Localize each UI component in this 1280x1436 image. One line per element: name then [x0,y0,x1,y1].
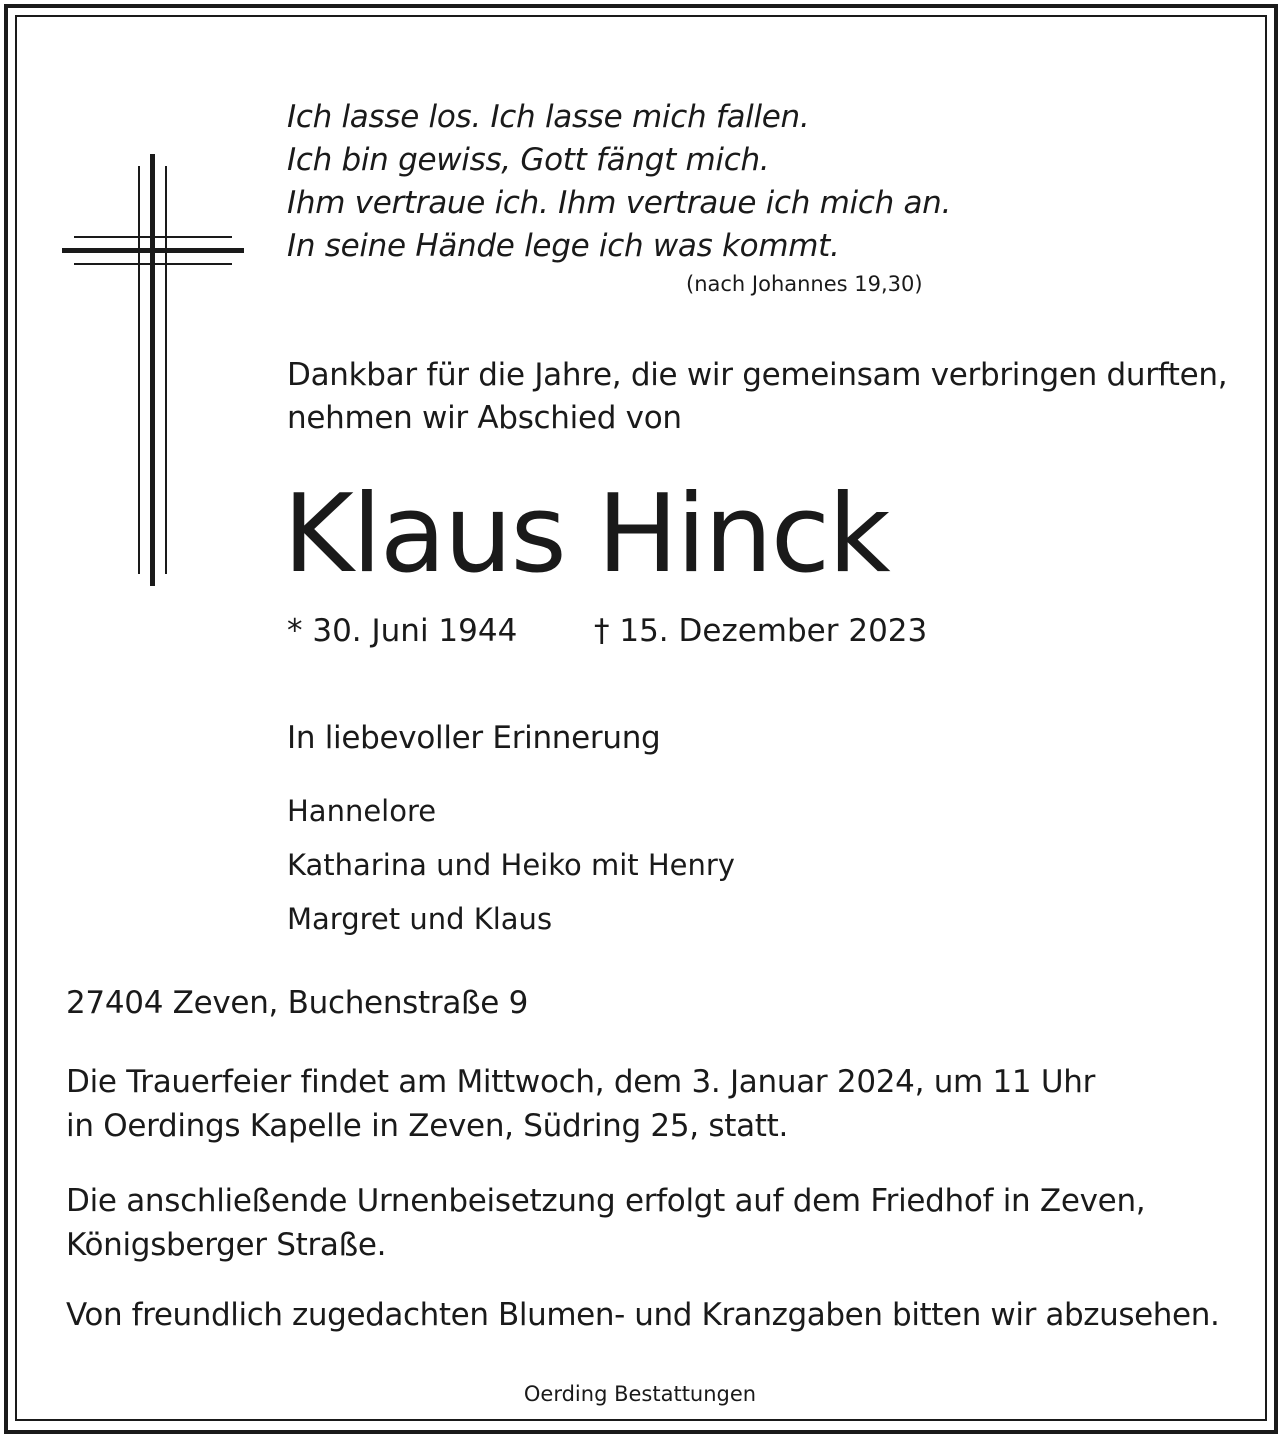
intro-line: nehmen wir Abschied von [287,400,682,436]
memory-heading: In liebevoller Erinnerung [287,720,661,756]
burial-line: Königsberger Straße. [66,1227,387,1263]
death-date: † 15. Dezember 2023 [594,613,928,649]
poem-line: In seine Hände lege ich was kommt. [287,228,840,264]
address: 27404 Zeven, Buchenstraße 9 [66,985,529,1021]
intro-line: Dankbar für die Jahre, die wir gemeinsam verbringen durften, [287,357,1228,393]
service-line: Die Trauerfeier findet am Mittwoch, dem 3. Januar 2024, um 11 Uhr [66,1064,1096,1100]
family-member: Katharina und Heiko mit Henry [287,848,735,882]
birth-date: * 30. Juni 1944 [287,613,518,649]
burial-info [66,1179,1145,1267]
family-list [287,784,735,946]
family-member: Hannelore [287,794,437,828]
poem-line: Ich lasse los. Ich lasse mich fallen. [287,99,810,135]
poem-source: (nach Johannes 19,30) [686,272,923,296]
cross-icon [62,154,244,586]
poem-line: Ihm vertraue ich. Ihm vertraue ich mich an. [287,185,952,221]
undertaker-credit: Oerding Bestattungen [523,1382,757,1406]
deceased-name: Klaus Hinck [283,472,889,597]
intro-text [287,354,1227,440]
family-member: Margret und Klaus [287,902,553,936]
poem [287,96,951,268]
flowers-note: Von freundlich zugedachten Blumen- und Kranzgaben bitten wir abzusehen. [66,1297,1220,1333]
poem-line: Ich bin gewiss, Gott fängt mich. [287,142,770,178]
service-line: in Oerdings Kapelle in Zeven, Südring 25, statt. [66,1108,789,1144]
burial-line: Die anschließende Urnenbeisetzung erfolgt auf dem Friedhof in Zeven, [66,1183,1146,1219]
funeral-service-info [66,1060,1095,1148]
